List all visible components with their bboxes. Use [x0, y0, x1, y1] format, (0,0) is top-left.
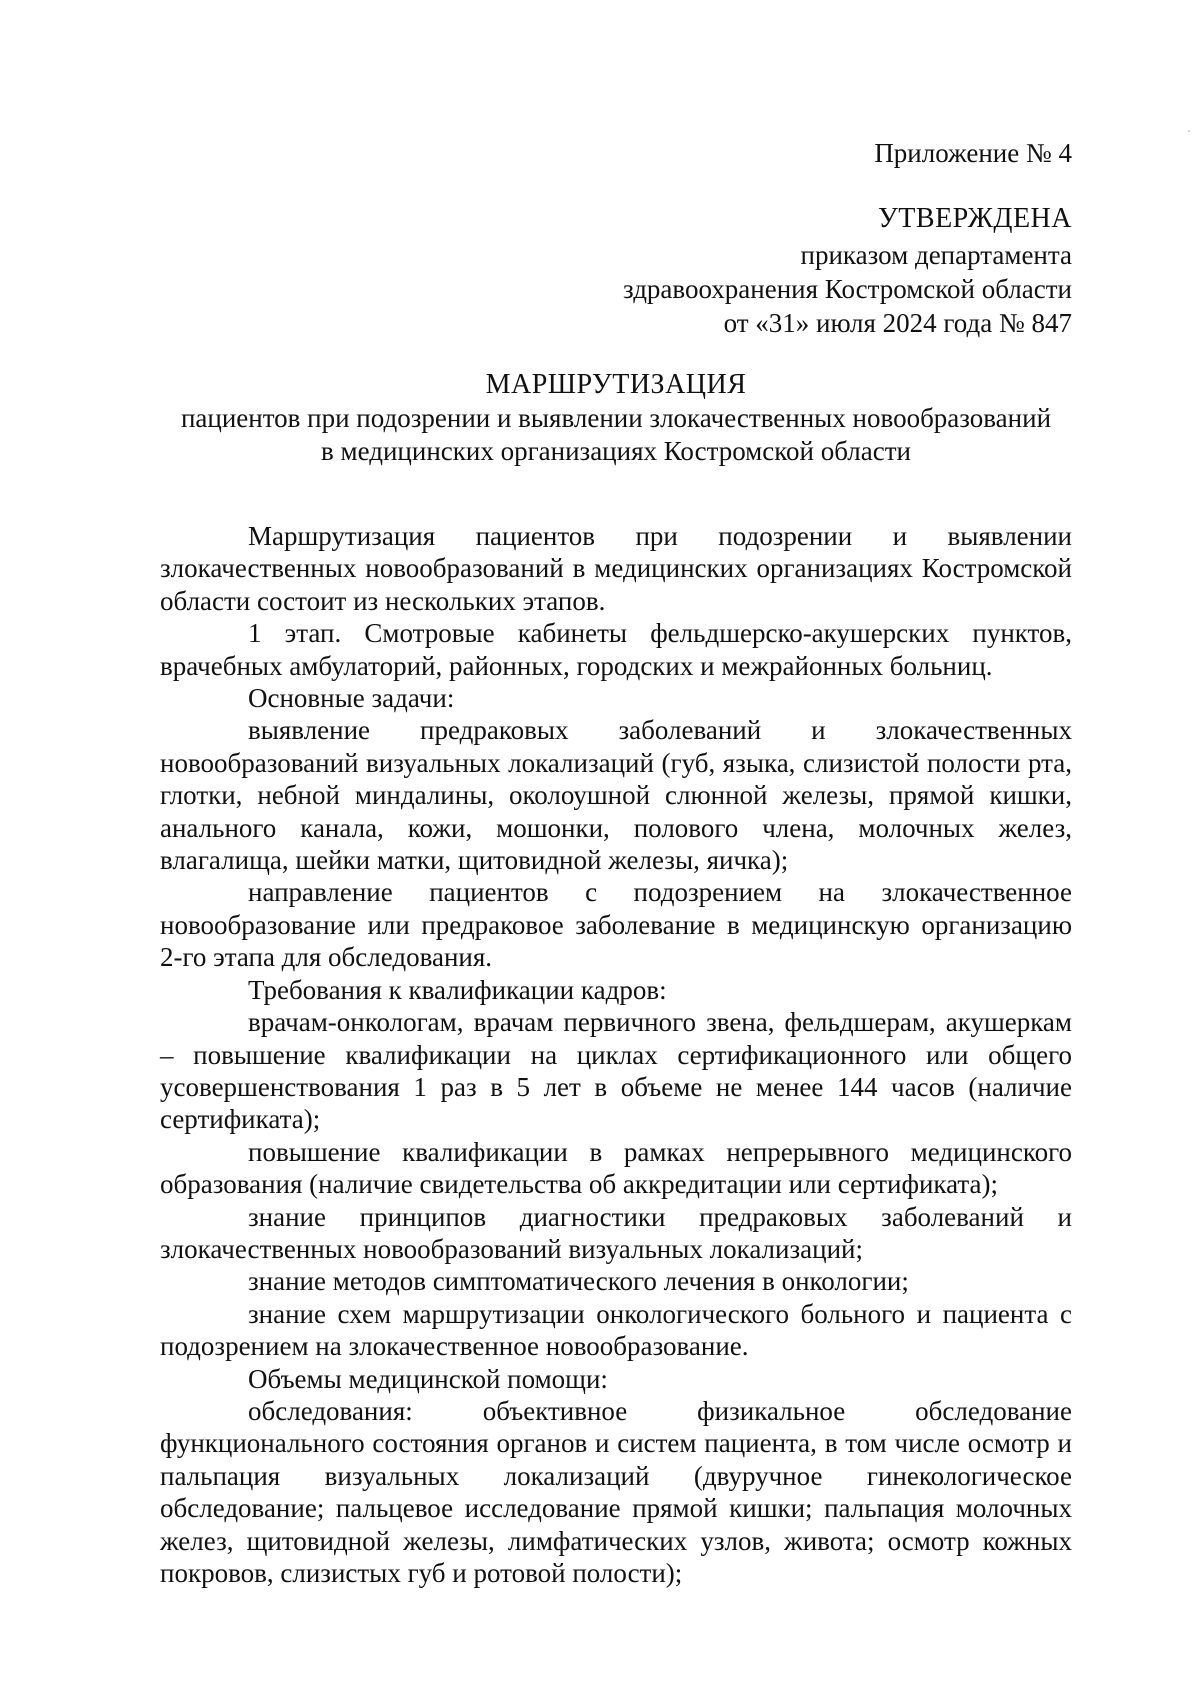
document-title: [160, 368, 1072, 468]
heading-staff-requirements: Требования к квалификации кадров:: [248, 974, 667, 1005]
approval-line-1: приказом департамента: [800, 240, 1072, 270]
paragraph-staff-5: знание схем маршрутизации онкологического больного и пациента с подозрением на злокачественное новообразование.: [160, 1298, 1072, 1362]
paragraph-task-1: выявление предраковых заболеваний и злокачественных новообразований визуальных локализаций (губ, языка, слизистой полости рта, глотки, небной миндалины, околоушной слюнной железы, прямой кишки, анального канала, кожи, мошонки, полового члена, молочных желез, влагалища, шейки матки, щитовидной железы, яичка);: [160, 715, 1072, 876]
title-main: МАРШРУТИЗАЦИЯ: [485, 369, 747, 400]
heading-care-volume: Объемы медицинской помощи:: [248, 1363, 608, 1394]
paragraph-staff-3: знание принципов диагностики предраковых заболеваний и злокачественных новообразований визуальных локализаций;: [160, 1201, 1072, 1264]
approval-stamp-title: УТВЕРЖДЕНА: [877, 203, 1072, 234]
paragraph-stage-1: 1 этап. Смотровые кабинеты фельдшерско-акушерских пунктов, врачебных амбулаторий, районных, городских и межрайонных больниц.: [160, 618, 1072, 681]
paragraph-staff-4: знание методов симптоматического лечения в онкологии;: [248, 1266, 909, 1297]
paragraph-intro: Маршрутизация пациентов при подозрении и выявлении злокачественных новообразований в медицинских организациях Костромской области состоит из нескольких этапов.: [160, 521, 1072, 616]
approval-block: [160, 200, 1072, 340]
title-subtitle-line-1: пациентов при подозрении и выявлении злокачественных новообразований: [180, 403, 1052, 433]
paragraph-staff-1: врачам-онкологам, врачам первичного звена, фельдшерам, акушеркам – повышение квалификации на циклах сертификационного или общего усовершенствования 1 раз в 5 лет в объеме не менее 144 часов (наличие сертификата);: [160, 1007, 1072, 1135]
document-body: [160, 520, 1072, 1589]
paragraph-task-2: направление пациентов с подозрением на злокачественное новообразование или предраковое заболевание в медицинскую организацию 2-го этапа для обследования.: [160, 877, 1072, 973]
scan-speck: [1188, 130, 1190, 132]
title-subtitle-line-2: в медицинских организациях Костромской области: [321, 436, 911, 466]
heading-main-tasks: Основные задачи:: [248, 683, 455, 714]
approval-line-3: от «31» июля 2024 года № 847: [723, 308, 1072, 338]
appendix-number: Приложение № 4: [874, 138, 1072, 168]
paragraph-staff-2: повышение квалификации в рамках непрерывного медицинского образования (наличие свидетельства об аккредитации или сертификата);: [160, 1136, 1072, 1200]
approval-line-2: здравоохранения Костромской области: [623, 274, 1072, 304]
paragraph-volume-1: обследования: объективное физикальное обследование функционального состояния органов и систем пациента, в том числе осмотр и пальпация визуальных локализаций (двуручное гинекологическое обследование; пальцевое исследование прямой кишки; пальпация молочных желез, щитовидной железы, лимфатических узлов, живота; осмотр кожных покровов, слизистых губ и ротовой полости);: [160, 1395, 1072, 1588]
